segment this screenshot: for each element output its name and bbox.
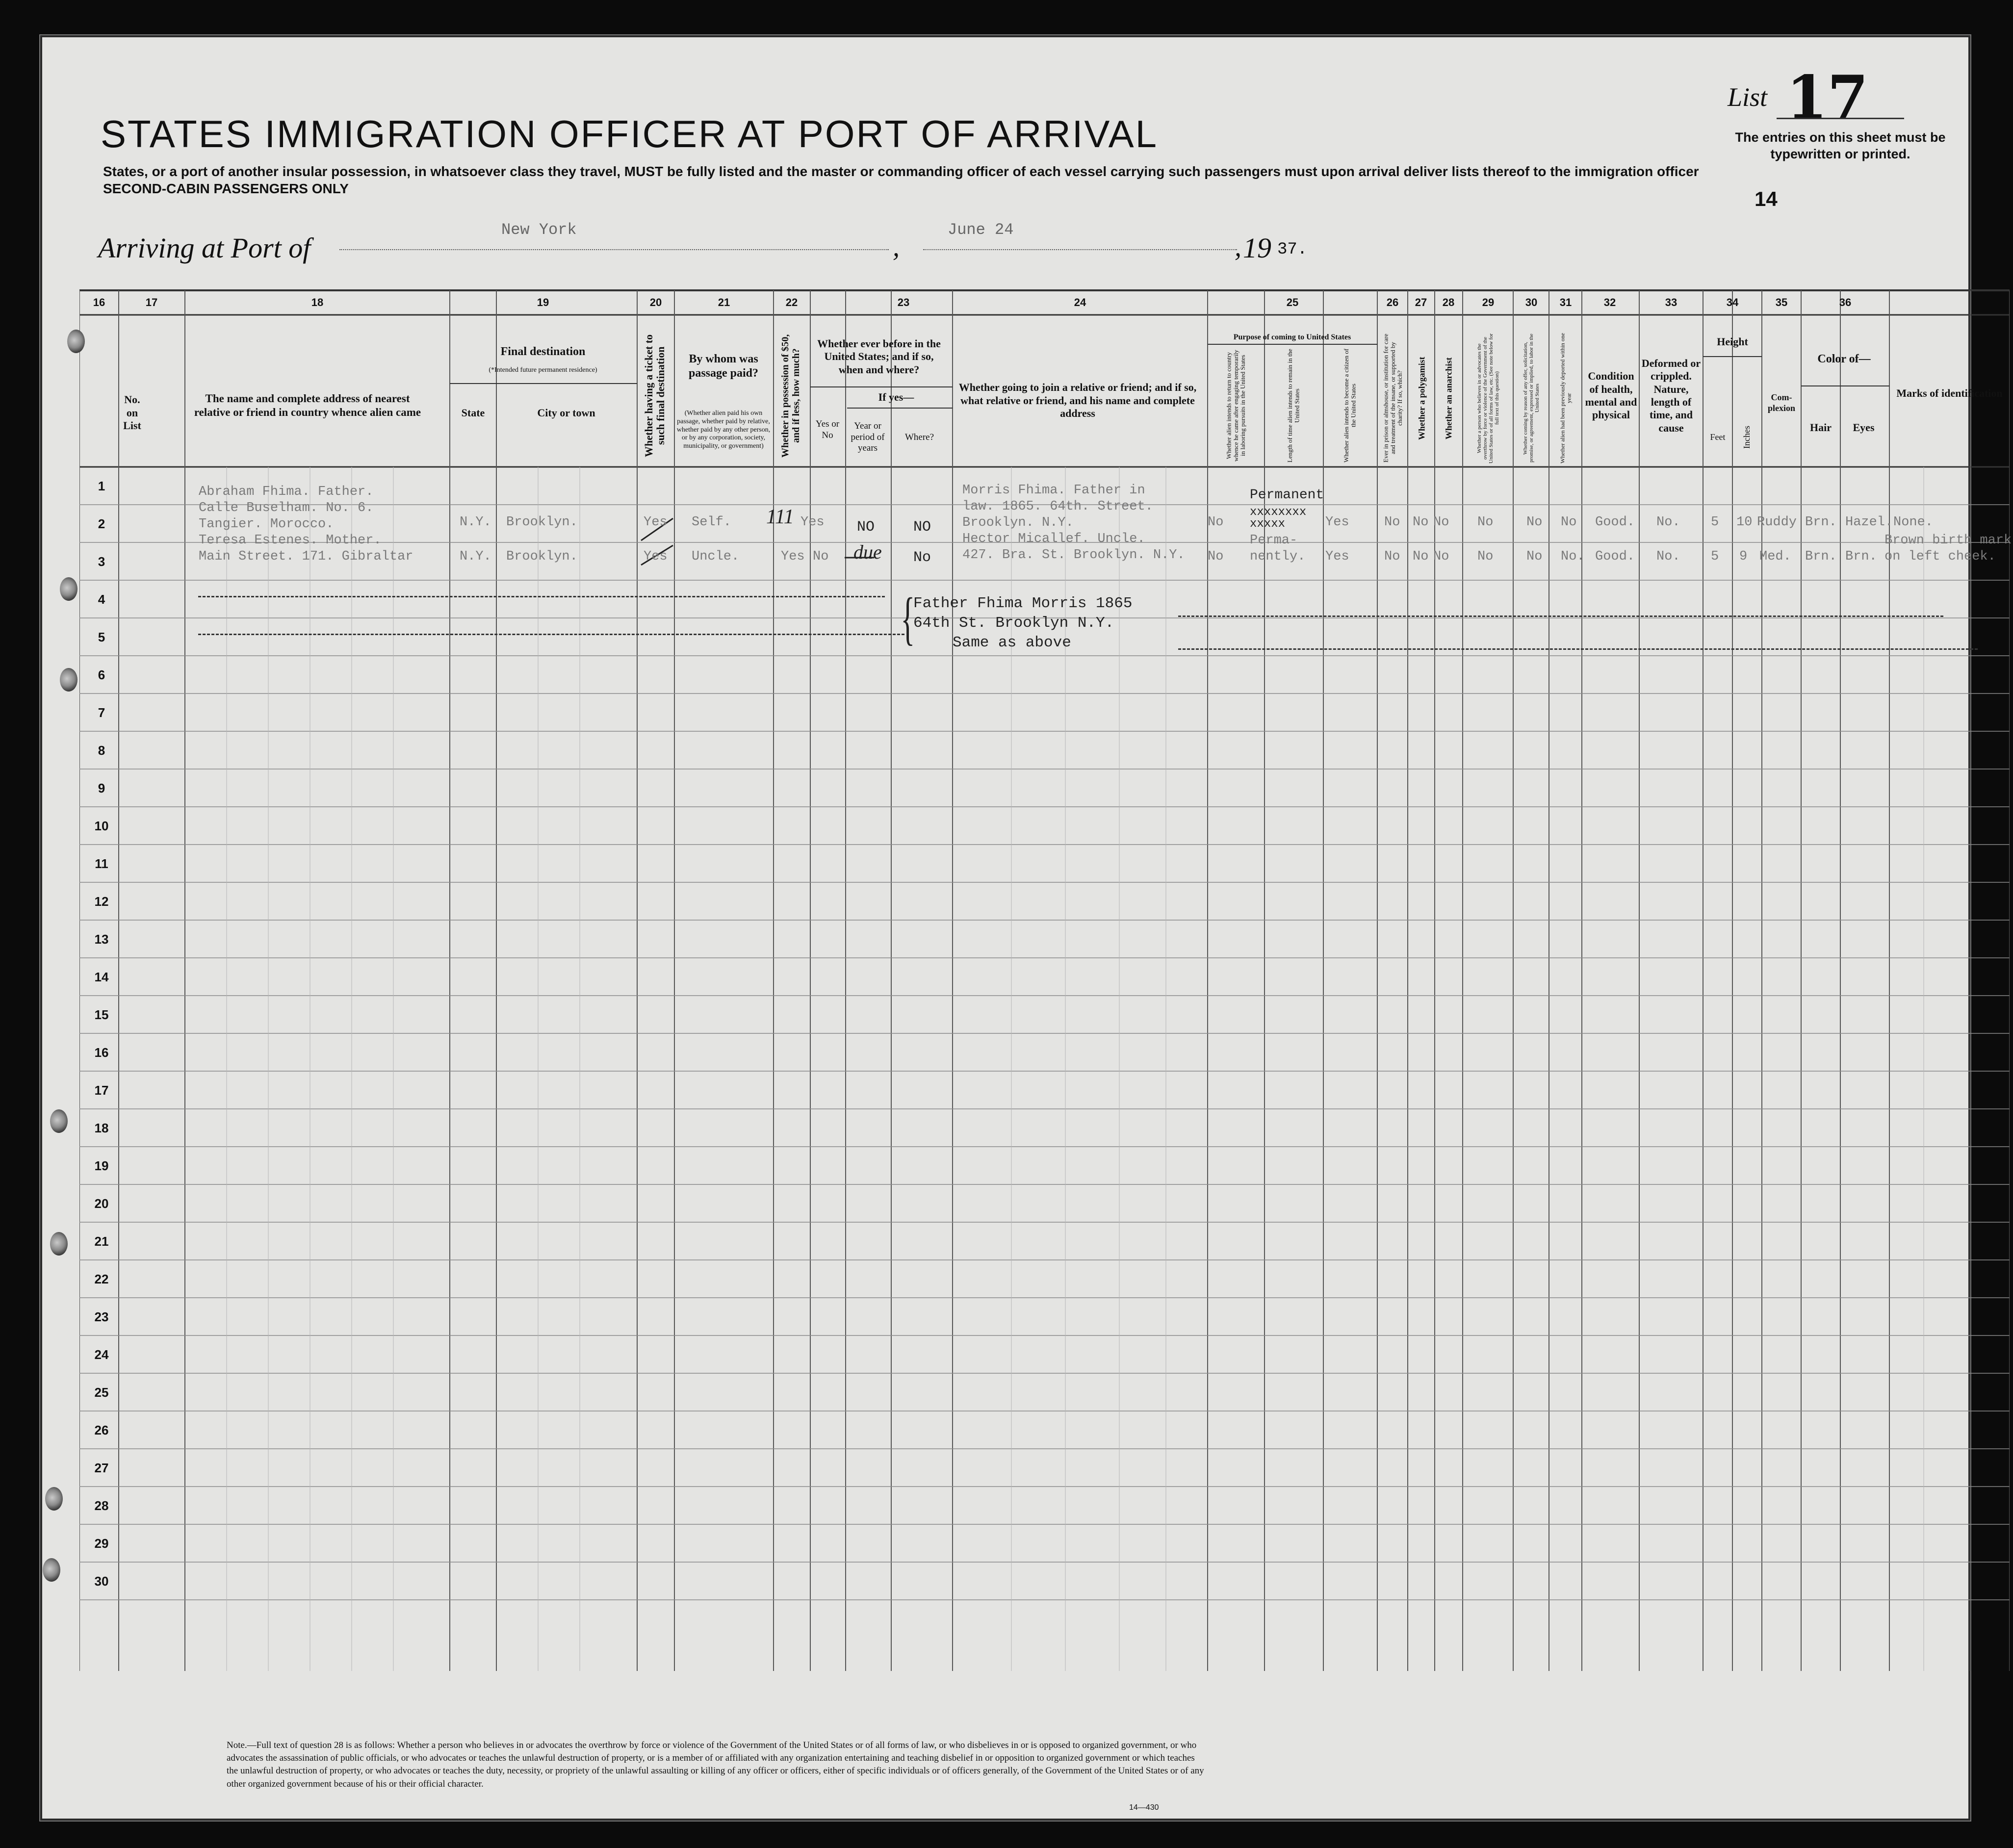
- header-joining-relative: Whether going to join a relative or friend; and if so, what relative or friend, and his name and complete address: [958, 381, 1197, 420]
- manifest-sheet: [39, 34, 2012, 1822]
- anarchist-cell: No: [1433, 515, 1449, 530]
- header-before-in-us: Whether ever before in the United States; and if so, when and where?: [817, 337, 941, 376]
- row-number: 29: [94, 1536, 109, 1551]
- health-cell: Good.: [1595, 549, 1635, 564]
- typewritten-note: The entries on this sheet must be typewritten or printed.: [1735, 130, 1946, 161]
- joining-line: 427. Bra. St. Brooklyn. N.Y.: [962, 548, 1185, 563]
- relative-line: Main Street. 171. Gibraltar: [199, 549, 413, 564]
- deformed-cell: No.: [1656, 515, 1680, 530]
- header-height: Height: [1717, 335, 1748, 348]
- page-header: [40, 35, 1970, 264]
- joining-line: law. 1865. 64th. Street.: [962, 499, 1153, 514]
- header-anarchist: Whether an anarchist: [1444, 357, 1454, 439]
- column-number: 23: [897, 296, 910, 308]
- header-purpose-a: Whether alien intends to return to country whence he came after engaging temporarily in laboring pursuits in the United States: [1225, 350, 1247, 462]
- city-cell: Brooklyn.: [506, 515, 578, 530]
- city-cell: Brooklyn.: [506, 549, 578, 564]
- header-feet: Feet: [1710, 432, 1726, 442]
- header-instructions: States, or a port of another insular possession, in whatsoever class they travel, MUST be fully listed and the master or commanding officer of each vessel carrying such passengers must upon arrival deliver lists thereof to the immigration officer: [103, 164, 1699, 179]
- header-fifty-dollars: Whether in possession of $50, and if less, how much?: [780, 334, 801, 458]
- row-number: 9: [98, 780, 105, 796]
- comma-separator: ,: [1235, 232, 1241, 262]
- header-contract-labor: Whether coming by reason of any offer, solicitation, promise, or agreement, expressed or implied, to labor in the United States: [1522, 334, 1541, 463]
- header-purpose-c: Whether alien intends to become a citizen of the United States: [1342, 348, 1357, 463]
- port-underline: [339, 249, 889, 250]
- list-number: 17: [1786, 63, 1868, 132]
- row-number: 27: [94, 1460, 109, 1475]
- column-number: 21: [718, 296, 730, 308]
- row-number: 26: [94, 1422, 109, 1437]
- punch-hole: [60, 577, 77, 601]
- row-number: 13: [94, 931, 109, 947]
- state-cell: N.Y.: [460, 549, 491, 564]
- joining-line: Morris Fhima. Father in: [962, 483, 1145, 498]
- column-number: 19: [537, 296, 549, 308]
- purpose-a-cell: No: [1208, 549, 1224, 564]
- header-ticket: Whether having a ticket to such final destination: [642, 334, 667, 458]
- column-number: 35: [1775, 296, 1788, 308]
- row-number: 8: [98, 743, 105, 758]
- before-where-cell: NO: [913, 519, 931, 536]
- header-purpose: Purpose of coming to United States: [1233, 333, 1351, 342]
- before-in-us-cell: NO: [857, 519, 875, 536]
- money-cell: Yes: [781, 549, 805, 564]
- marks-line: on left cheek.: [1884, 549, 1996, 564]
- row-number: 4: [98, 591, 105, 607]
- annotation-brace: {: [901, 586, 915, 651]
- column-number: 16: [93, 296, 105, 308]
- column-number: 30: [1525, 296, 1538, 308]
- polygamist-cell: No: [1413, 549, 1429, 564]
- column-number: 31: [1559, 296, 1572, 308]
- row-number: 5: [98, 629, 105, 644]
- header-where: Where?: [904, 432, 934, 442]
- complexion-cell: Med.: [1759, 549, 1791, 564]
- before-year-handwritten: due: [853, 541, 882, 563]
- marks-cell: None.: [1893, 515, 1934, 530]
- header-purpose-b: Length of time alien intends to remain in the United States: [1286, 349, 1301, 462]
- header-final-destination: Final destination: [500, 345, 586, 358]
- contract-labor-cell: No: [1526, 549, 1543, 564]
- purpose-b-struck: xxxxx: [1250, 517, 1286, 531]
- money-cell: Yes: [800, 515, 825, 530]
- marks-line: Brown birth mark: [1884, 533, 2012, 548]
- row-number: 14: [94, 969, 109, 984]
- inches-cell: 9: [1739, 549, 1748, 564]
- purpose-b-line: nently.: [1250, 549, 1306, 564]
- ditto-dash-line: [1178, 648, 1978, 650]
- page-number: 14: [1755, 187, 1778, 210]
- hair-cell: Brn.: [1805, 549, 1837, 564]
- row-number: 3: [98, 554, 105, 569]
- row-number: 15: [94, 1007, 109, 1022]
- date-underline: [923, 249, 1237, 250]
- feet-cell: 5: [1711, 549, 1719, 564]
- header-if-yes: If yes—: [878, 390, 914, 403]
- overthrow-cell: No: [1477, 515, 1494, 530]
- header-final-destination-note: (*Intended future permanent residence): [489, 366, 597, 374]
- column-number: 28: [1442, 296, 1455, 308]
- row-number: 1: [98, 478, 105, 493]
- list-label: List: [1728, 82, 1768, 112]
- punch-hole: [50, 1109, 68, 1133]
- state-cell: N.Y.: [460, 515, 491, 530]
- header-health: Condition of health, mental and physical: [1585, 370, 1637, 421]
- header-overthrow: Whether a person who believes in or advocates the overthrow by force or violence of the Government of the United States or of all forms of law, etc. (See note below for full text of this question): [1476, 333, 1500, 463]
- row-number: 19: [94, 1158, 109, 1173]
- row-number: 17: [94, 1082, 109, 1098]
- row-number: 18: [94, 1120, 109, 1135]
- eyes-cell: Brn.: [1845, 549, 1877, 564]
- contract-labor-cell: No: [1526, 515, 1543, 530]
- form-number: 14—430: [1129, 1803, 1159, 1812]
- column-number: 29: [1482, 296, 1495, 308]
- column-number: 17: [145, 296, 158, 308]
- anarchist-cell: No: [1433, 549, 1449, 564]
- page-title: STATES IMMIGRATION OFFICER AT PORT OF ARRIVAL: [101, 112, 1159, 155]
- column-number: 18: [311, 296, 324, 308]
- prison-cell: No: [1384, 549, 1400, 564]
- header-marks: Marks of identification: [1896, 386, 2003, 399]
- arrival-date: June 24: [948, 221, 1014, 239]
- column-number: 27: [1415, 296, 1427, 308]
- row-number: 23: [94, 1309, 109, 1324]
- row-number: 16: [94, 1045, 109, 1060]
- purpose-c-cell: Yes: [1325, 549, 1349, 564]
- row-number: 28: [94, 1498, 109, 1513]
- purpose-b-cell: Permanent: [1250, 488, 1324, 503]
- header-polygamist: Whether a polygamist: [1417, 357, 1427, 440]
- port-value: New York: [501, 221, 577, 239]
- cabin-class-label: SECOND-CABIN PASSENGERS ONLY: [103, 181, 349, 196]
- header-state: State: [461, 406, 485, 419]
- column-number: 24: [1074, 296, 1086, 308]
- row-number: 22: [94, 1271, 109, 1286]
- row-number: 2: [98, 516, 105, 531]
- polygamist-cell: No: [1413, 515, 1429, 530]
- header-city: City or town: [537, 406, 595, 419]
- header-nearest-relative: The name and complete address of nearest relative or friend in country whence alien came: [194, 392, 421, 418]
- header-complexion: Com-plexion: [1767, 392, 1795, 413]
- row-number: 21: [94, 1233, 109, 1249]
- paid-by-cell: Uncle.: [692, 549, 740, 564]
- ticket-cell: Yes: [644, 549, 668, 564]
- hair-cell: Brn.: [1805, 515, 1837, 530]
- deported-cell: No.: [1561, 549, 1585, 564]
- header-eyes: Eyes: [1853, 421, 1875, 434]
- header-passage-paid: By whom was passage paid?: [688, 353, 759, 380]
- header-deformed: Deformed or crippled. Nature, length of time, and cause: [1641, 357, 1701, 434]
- column-number: 36: [1839, 296, 1852, 308]
- row-number: 10: [94, 818, 109, 833]
- row-number: 24: [94, 1347, 109, 1362]
- header-passage-paid-note: (Whether alien paid his own passage, whether paid by relative, whether paid by any other person, or by any corporation, society, municipality, or government): [676, 410, 771, 450]
- relative-line: Tangier. Morocco.: [199, 517, 334, 532]
- annotation-line: 64th St. Brooklyn N.Y.: [913, 615, 1114, 632]
- purpose-a-cell: No: [1208, 515, 1224, 530]
- health-cell: Good.: [1595, 515, 1635, 530]
- row-number: 25: [94, 1385, 109, 1400]
- header-inches: Inches: [1742, 426, 1752, 449]
- column-number: 33: [1665, 296, 1678, 308]
- punch-hole: [45, 1487, 63, 1511]
- row-number: 20: [94, 1196, 109, 1211]
- column-number: 32: [1603, 296, 1616, 308]
- before-in-us-cell: No: [813, 549, 829, 564]
- row-number: 11: [95, 856, 108, 871]
- footnote-question-28: Note.—Full text of question 28 is as follows: Whether a person who believes in or advocates the overthrow by force or violence of the Government of the United States or of all forms of law, or who disbelieves in or is opposed to organized government, or who advocates the assassination of public officials, or who advocates or teaches the unlawful destruction of property, or is a member of or affiliated with any organization entertaining and teaching disbelief in or opposition to organized government or which teaches the unlawful destruction of property, or who advocates or teaches the duty, necessity, or propriety of the unlawful assaulting or killing of any officer or officers, either of specific individuals or of officers generally, of the Government of the United States or of any other organized government because of his or their official character.: [227, 1740, 1204, 1789]
- relative-line: Calle Buselham. No. 6.: [199, 501, 374, 515]
- list-underline: [1777, 118, 1904, 119]
- header-hair: Hair: [1810, 421, 1832, 434]
- purpose-b-struck: xxxxxxxx: [1250, 506, 1307, 519]
- relative-line: Abraham Fhima. Father.: [199, 485, 374, 499]
- prison-cell: No: [1384, 515, 1400, 530]
- punch-hole: [43, 1558, 60, 1582]
- header-no-on-list: No. on List: [123, 393, 141, 432]
- manifest-table: [79, 271, 2010, 1671]
- money-handwritten-mark: 111: [766, 506, 794, 528]
- column-number: 20: [649, 296, 662, 308]
- purpose-b-line: Perma-: [1250, 533, 1298, 548]
- paid-by-cell: Self.: [692, 515, 732, 530]
- header-yes-no: Yes or No: [815, 419, 840, 440]
- column-number: 34: [1726, 296, 1739, 308]
- column-number: 25: [1286, 296, 1299, 308]
- joining-line: Hector Micallef. Uncle.: [962, 532, 1145, 546]
- row-number: 12: [94, 894, 109, 909]
- year-suffix: 37.: [1277, 240, 1308, 259]
- inches-cell: 10: [1736, 515, 1753, 530]
- row-number: 6: [98, 667, 105, 682]
- annotation-line: Father Fhima Morris 1865: [913, 595, 1133, 612]
- column-number: 26: [1386, 296, 1399, 308]
- punch-hole: [67, 330, 85, 353]
- header-color-of: Color of—: [1817, 352, 1871, 365]
- arriving-port-label: Arriving at Port of: [98, 232, 311, 264]
- year-prefix: 19: [1243, 232, 1271, 264]
- punch-hole: [60, 668, 77, 692]
- ditto-dash-line: [198, 596, 885, 597]
- comma-separator: ,: [893, 232, 900, 262]
- purpose-c-cell: Yes: [1325, 515, 1349, 530]
- header-deported: Whether alien had been previously deported within one year: [1559, 333, 1573, 464]
- annotation-line: Same as above: [953, 634, 1071, 651]
- ditto-dash-line: [198, 634, 904, 635]
- relative-line: Teresa Estenes. Mother.: [199, 533, 382, 548]
- feet-cell: 5: [1711, 515, 1719, 530]
- deported-cell: No: [1561, 515, 1577, 530]
- deformed-cell: No.: [1656, 549, 1680, 564]
- header-prison: Ever in prison or almshouse, or institution for care and treatment of the insane, or supported by charity? If so, which?: [1382, 334, 1404, 463]
- row-number: 7: [98, 705, 105, 720]
- row-number: 30: [94, 1573, 109, 1589]
- ticket-cell: Yes: [644, 515, 668, 530]
- joining-line: Brooklyn. N.Y.: [962, 515, 1074, 530]
- ditto-dash-line: [1178, 616, 1943, 617]
- complexion-cell: Ruddy: [1757, 515, 1797, 530]
- punch-hole: [50, 1232, 68, 1256]
- overthrow-cell: No: [1477, 549, 1494, 564]
- column-number: 22: [785, 296, 798, 308]
- before-where-cell: No: [913, 549, 931, 566]
- header-year-period: Year or period of years: [851, 420, 885, 454]
- eyes-cell: Hazel.: [1845, 515, 1893, 530]
- table-grid: [79, 271, 2010, 1671]
